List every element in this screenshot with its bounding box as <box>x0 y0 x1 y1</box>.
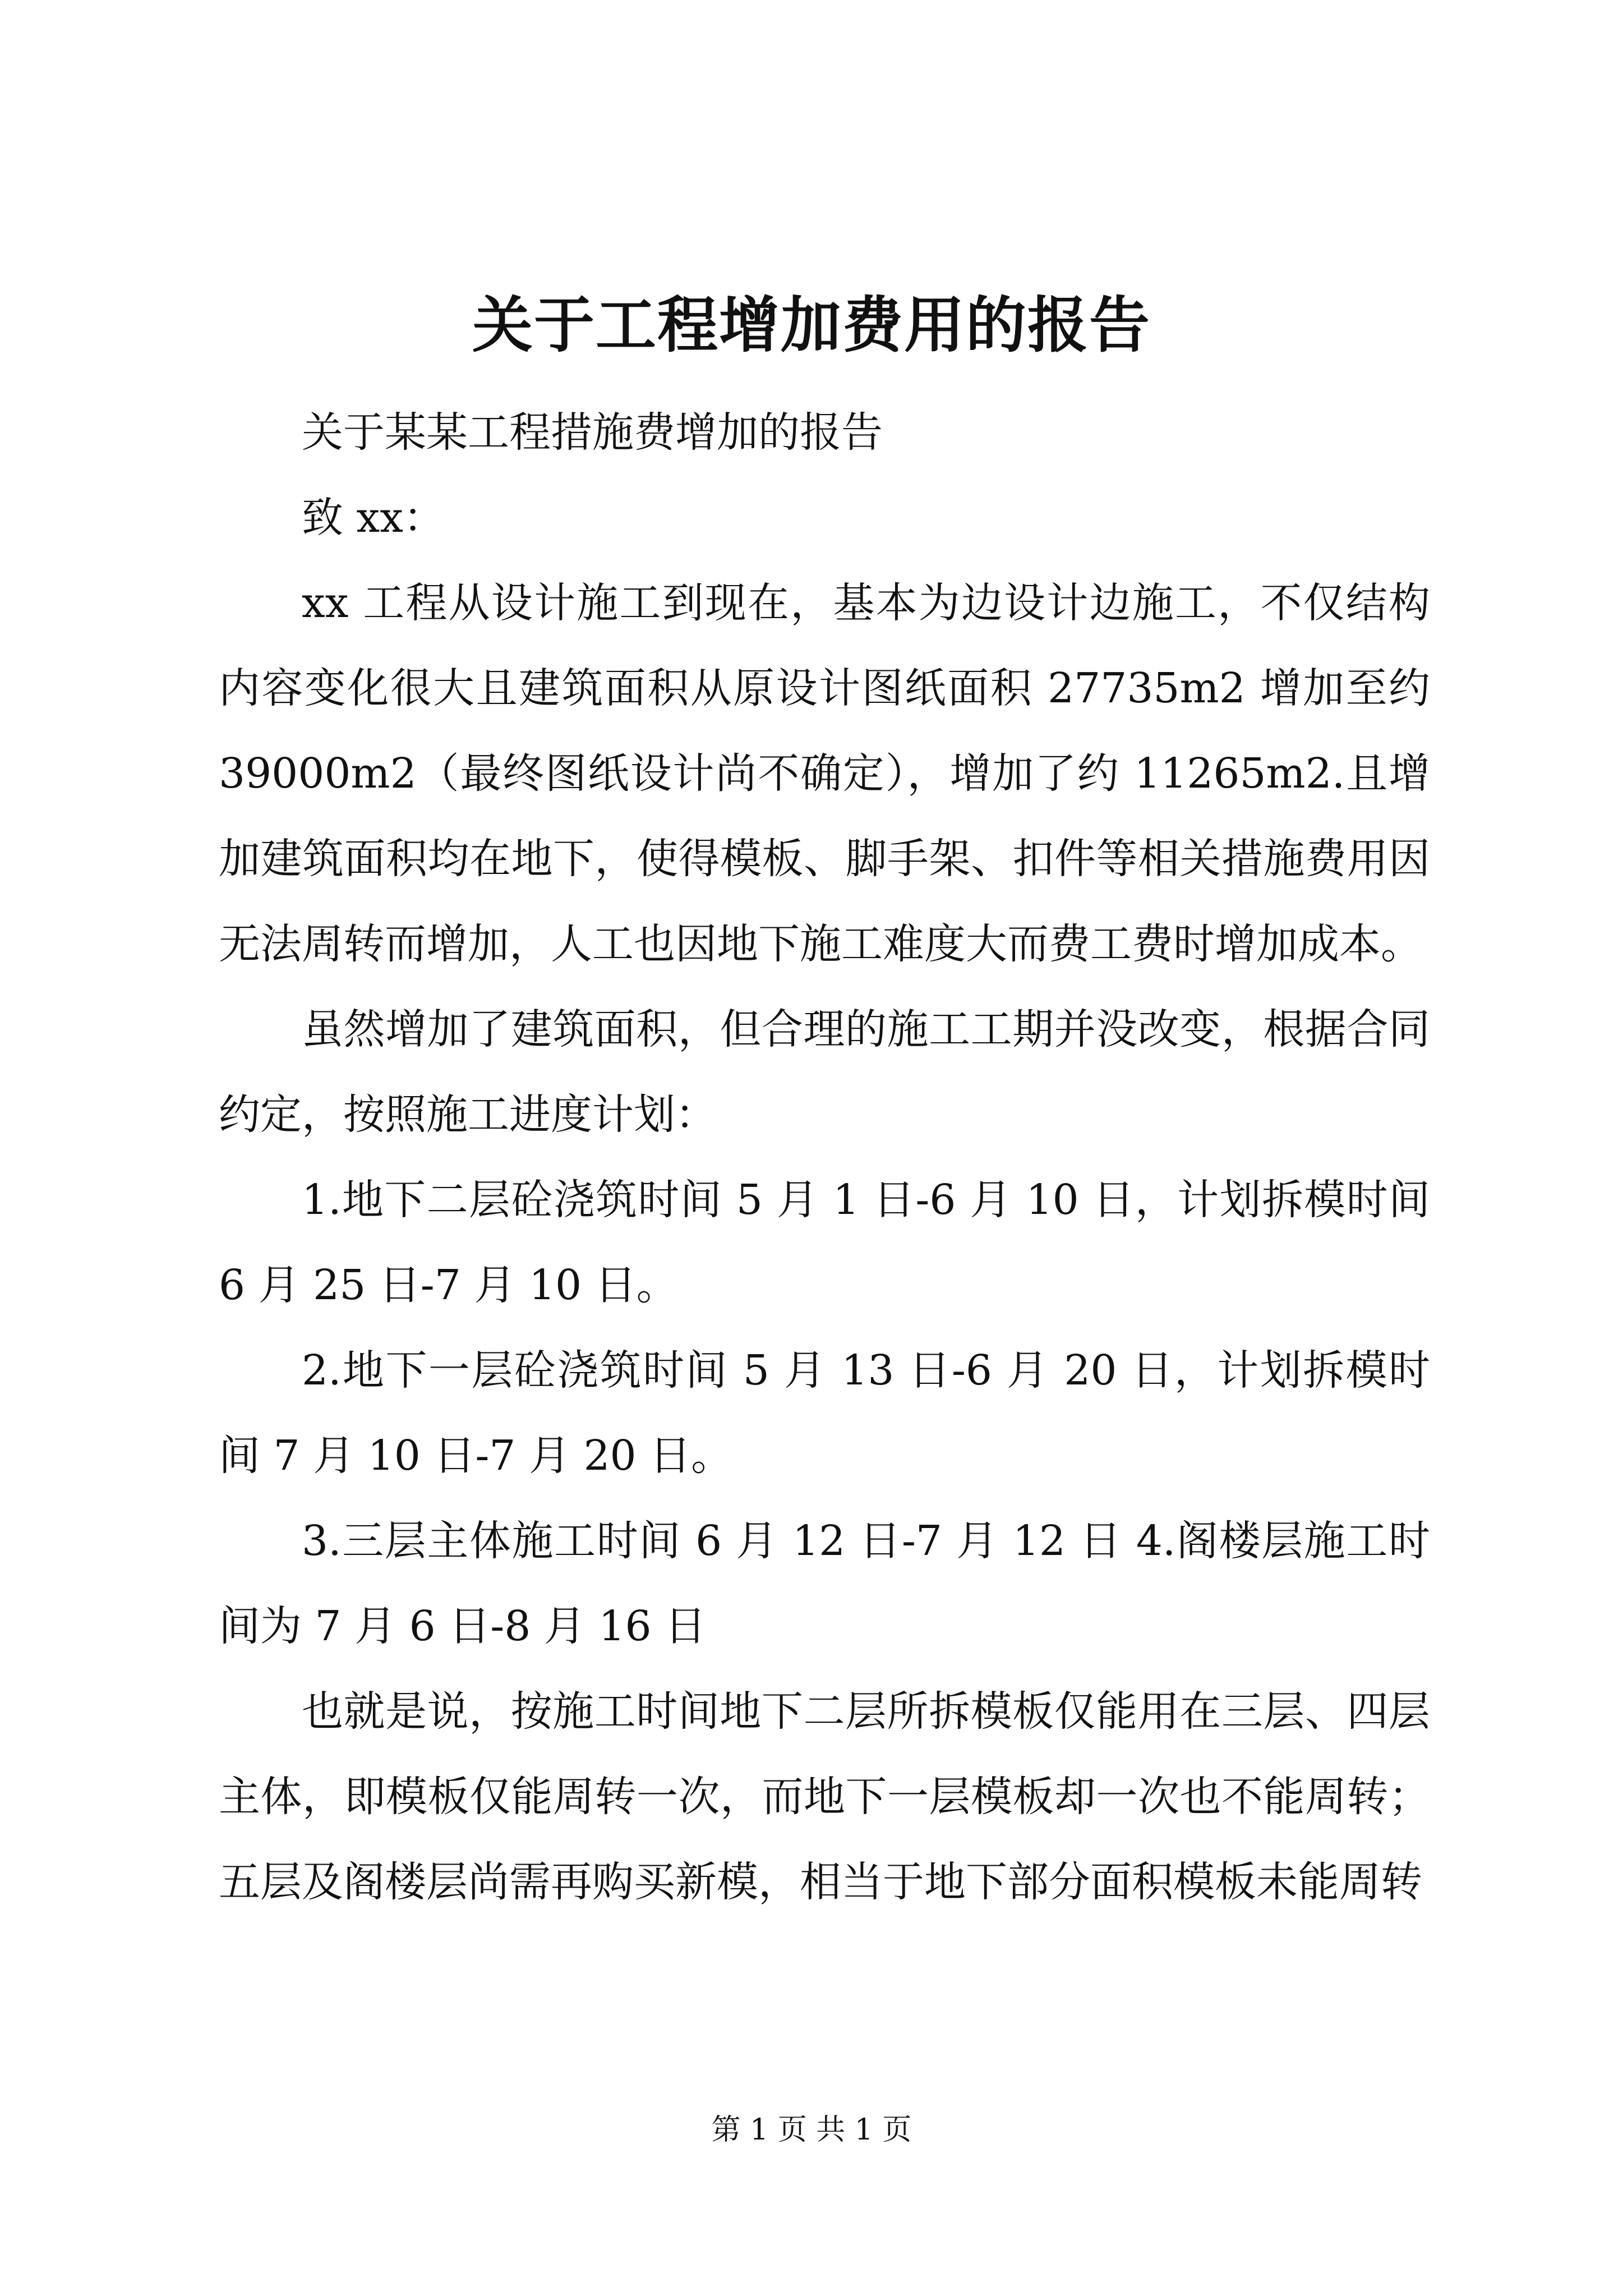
document-body <box>219 390 1430 1925</box>
paragraph-schedule-intro: 虽然增加了建筑面积，但合理的施工工期并没改变，根据合同约定，按照施工进度计划： <box>219 1005 1430 1139</box>
paragraph-schedule-item-1: 1.地下二层砼浇筑时间 5 月 1 日-6 月 10 日，计划拆模时间 6 月 25 日-7 月 10 日。 <box>219 1176 1430 1309</box>
paragraph-subject: 关于某某工程措施费增加的报告 <box>302 408 883 457</box>
page-footer: 第 1 页 共 1 页 <box>711 2113 912 2147</box>
paragraph-background: xx 工程从设计施工到现在，基本为边设计边施工，不仅结构内容变化很大且建筑面积从原设计图纸面积 27735m2 增加至约 39000m2（最终图纸设计尚不确定），增加了约 11265m2.且增加建筑面积均在地下，使得模板、脚手架、扣件等相关措施费用因无法周转而增加，人工也因地下施工难度大而费工费时增加成本。 <box>219 579 1430 968</box>
paragraph-salutation: 致 xx： <box>302 494 445 542</box>
paragraph-schedule-item-3: 3.三层主体施工时间 6 月 12 日-7 月 12 日 4.阁楼层施工时间为 7 月 6 日-8 月 16 日 <box>219 1517 1430 1650</box>
document-title: 关于工程增加费用的报告 <box>472 290 1151 361</box>
paragraph-conclusion: 也就是说，按施工时间地下二层所拆模板仅能用在三层、四层主体，即模板仅能周转一次，而地下一层模板却一次也不能周转；五层及阁楼层尚需再购买新模，相当于地下部分面积模板未能周转 <box>219 1687 1430 1906</box>
paragraph-schedule-item-2: 2.地下一层砼浇筑时间 5 月 13 日-6 月 20 日，计划拆模时间 7 月 10 日-7 月 20 日。 <box>219 1346 1430 1480</box>
